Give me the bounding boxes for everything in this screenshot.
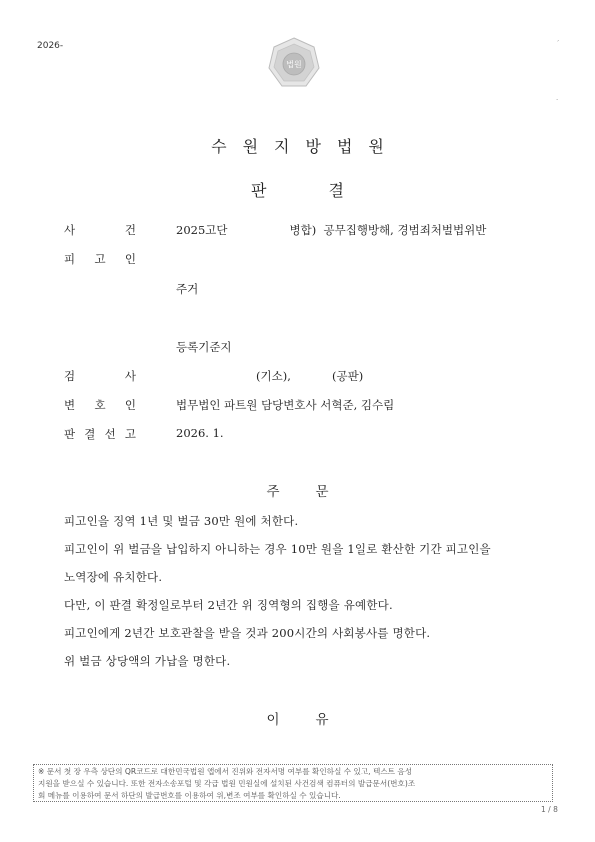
sentencing-label: 판 결 선 고 <box>64 427 136 441</box>
case-charges: 공무집행방해, 경범죄처벌법위반 <box>323 223 487 237</box>
notice-line: ※ 문서 첫 장 우측 상단의 QR코드로 대한민국법원 앱에서 진위와 전자서명 여부를 확인하실 수 있고, 텍스트 음성 <box>38 767 413 776</box>
defense-counsel: 법무법인 파트원 담당변호사 서혁준, 김수림 <box>176 398 395 412</box>
court-name: 수원지방법원 <box>211 137 400 156</box>
order-line: 위 벌금 상당액의 가납을 명한다. <box>64 654 231 668</box>
reason-heading: 이유 <box>266 712 365 728</box>
case-number: 2025고단 <box>176 223 228 237</box>
margin-mark: · <box>556 96 559 104</box>
case-type: 병합) <box>289 223 317 237</box>
order-line: 피고인을 징역 1년 및 벌금 30만 원에 처한다. <box>64 514 299 528</box>
order-line: 다만, 이 판결 확정일로부터 2년간 위 징역형의 집행을 유예한다. <box>64 598 393 612</box>
defense-label: 변 호 인 <box>64 398 136 412</box>
order-heading: 주문 <box>266 484 365 500</box>
notice-line: 회 메뉴를 이용하여 문서 하단의 발급번호를 이용하여 위,변조 여부를 확인하실 수 있습니다. <box>38 791 341 801</box>
order-line: 피고인에게 2년간 보호관찰을 받을 것과 200시간의 사회봉사를 명한다. <box>64 626 431 640</box>
address-label: 주거 <box>176 282 199 296</box>
prosecutor-role-prosecution: (기소), <box>256 369 291 383</box>
document-type-title: 판결 <box>251 181 406 200</box>
order-line: 피고인이 위 벌금을 납입하지 아니하는 경우 10만 원을 1일로 환산한 기간 피고인을 <box>64 542 491 556</box>
order-line: 노역장에 유치한다. <box>64 570 163 584</box>
prosecutor-label: 검 사 <box>64 369 136 383</box>
margin-mark: ´ <box>556 40 560 48</box>
notice-line: 지원을 받으실 수 있습니다. 또한 전자소송포털 및 각급 법원 민원실에 설치된 사건검색 컴퓨터의 발급문서(번호)조 <box>38 779 416 789</box>
verification-notice <box>33 764 553 802</box>
page-number: 1 / 8 <box>541 805 558 814</box>
document-number: 2026- <box>37 41 64 51</box>
defendant-label: 피 고 인 <box>64 252 136 266</box>
registered-base-label: 등록기준지 <box>176 340 232 354</box>
court-seal-icon <box>266 35 322 91</box>
sentencing-date: 2026. 1. <box>176 426 224 440</box>
case-info <box>176 222 486 238</box>
svg-text:법원: 법원 <box>286 60 302 69</box>
prosecutor-role-trial: (공판) <box>332 369 364 383</box>
case-label: 사 건 <box>64 223 136 237</box>
